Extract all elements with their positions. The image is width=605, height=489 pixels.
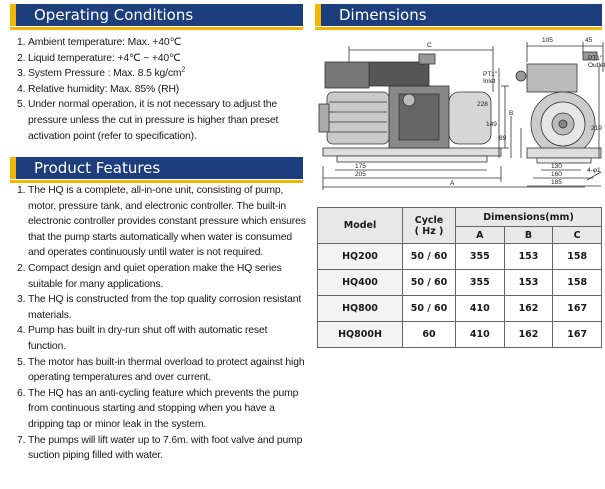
dim-label-160: 160	[551, 171, 562, 178]
table-row: HQ400 50 / 60 355 153 158	[318, 270, 602, 296]
list-item: 5. The motor has built-in thermal overload to protect against high operating temperatures and over current.	[17, 356, 305, 384]
table-row: HQ800 50 / 60 410 162 167	[318, 296, 602, 322]
dimensions-table	[317, 207, 602, 348]
dim-label-105: 105	[542, 37, 553, 44]
dim-label-4-phi: 4-φ1	[587, 167, 601, 174]
dim-label-45: 45	[585, 37, 593, 44]
dim-label-205: 205	[355, 171, 366, 178]
list-item: 1. Ambient temperature: Max. +40℃	[17, 37, 181, 48]
dim-label-219: 219	[591, 125, 602, 132]
col-b-header: B	[504, 227, 553, 244]
list-item: 4. Pump has built in dry-run shut off with automatic reset function.	[17, 325, 268, 352]
operating-conditions-banner	[10, 4, 303, 26]
col-a-header: A	[456, 227, 505, 244]
list-item: 6. The HQ has an anti-cycling feature which prevents the pump from continuous starting and stopping when you have a dripping tap or minor leak in the system.	[17, 387, 299, 430]
dim-label-outlet: Outlet	[588, 62, 605, 69]
dimensions-banner	[315, 4, 602, 26]
dim-label-pt1-outlet: PT1"	[588, 55, 603, 62]
product-features-list	[17, 183, 307, 464]
dim-label-228: 228	[477, 101, 488, 108]
list-item: 3. The HQ is constructed from the top quality corrosion resistant materials.	[17, 294, 302, 321]
list-item: 3. System Pressure : Max. 8.5 $kg/cm^2$	[17, 66, 186, 80]
dim-label-pt1-inlet: PT1"	[483, 71, 498, 78]
operating-conditions-title: Operating Conditions	[34, 6, 194, 24]
dimensions-title: Dimensions	[339, 6, 427, 24]
dim-label-175: 175	[355, 163, 366, 170]
cycle-header: Cycle ( Hz )	[403, 208, 456, 244]
col-c-header: C	[553, 227, 602, 244]
list-item: 2. Liquid temperature: +4℃ ~ +40℃	[17, 52, 181, 64]
product-features-banner	[10, 157, 303, 179]
list-item: 7. The pumps will lift water up to 7.6m. with foot valve and pump suction piping filled with water.	[17, 434, 303, 462]
dimensions-header: Dimensions(mm)	[456, 208, 602, 227]
pump-dimension-drawing	[315, 32, 605, 200]
dim-label-c: C	[427, 42, 432, 49]
list-item: 5. Under normal operation, it is not necessary to adjust the pressure unless the cut in pressure is higher than preset activation point (refer to specification).	[17, 99, 279, 142]
model-header: Model	[318, 208, 403, 244]
list-item: 4. Relative humidity: Max. 85% (RH)	[17, 83, 180, 95]
dim-label-185: 185	[551, 179, 562, 186]
list-item: 2. Compact design and quiet operation make the HQ series suitable for many applications.	[17, 262, 282, 290]
dim-label-130: 130	[551, 163, 562, 170]
dim-label-149: 149	[486, 121, 497, 128]
list-item: 1. The HQ is a complete, all-in-one unit, consisting of pump, motor, pressure tank, and electronic controller. The built-in electronic controller provides constant pressure which ensures that the pump starts automatically when water is consumed and operates continuously until water is not required.	[17, 185, 306, 259]
table-row: HQ800H 60 410 162 167	[318, 322, 602, 348]
product-features-title: Product Features	[34, 159, 161, 177]
dim-label-a: A	[450, 180, 455, 187]
operating-conditions-list	[17, 35, 307, 144]
dim-label-89: 89	[499, 135, 507, 142]
dim-label-inlet: Inlet	[483, 78, 496, 85]
pump-side-view	[319, 54, 501, 162]
table-row: HQ200 50 / 60 355 153 158	[318, 244, 602, 270]
dim-label-b: B	[509, 110, 514, 117]
